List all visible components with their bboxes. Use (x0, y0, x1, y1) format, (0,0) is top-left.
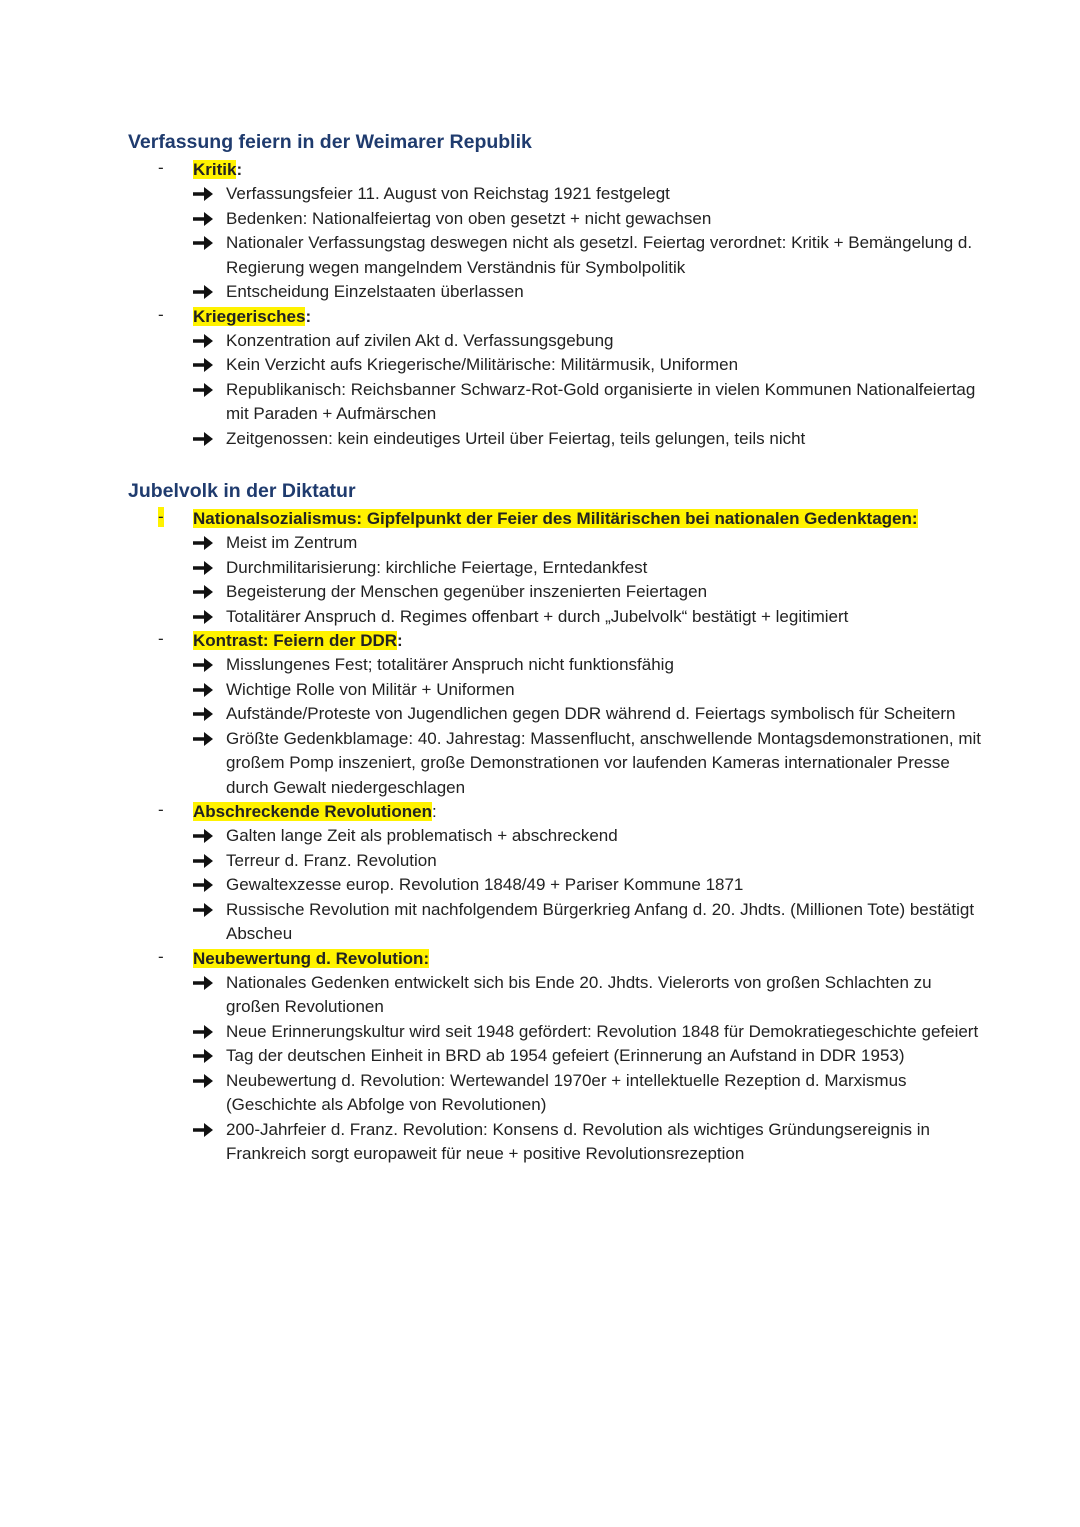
arrow-right-icon (192, 1069, 216, 1093)
item-list (128, 653, 988, 800)
arrow-right-icon (192, 1020, 216, 1044)
dash-bullet: - (158, 629, 164, 648)
group-ddr (128, 629, 988, 800)
dash-bullet: - (158, 800, 164, 819)
arrow-right-icon (192, 556, 216, 580)
list-item: Misslungenes Fest; totalitärer Anspruch nicht funktionsfähig (226, 653, 988, 678)
list-item: Begeisterung der Menschen gegenüber inszenierten Feiertagen (226, 580, 988, 605)
list-item: Aufstände/Proteste von Jugendlichen gegen DDR während d. Feiertags symbolisch für Scheitern (226, 702, 988, 727)
dash-bullet: - (158, 158, 164, 177)
arrow-right-icon (192, 231, 216, 255)
list-item: Totalitärer Anspruch d. Regimes offenbart + durch „Jubelvolk“ bestätigt + legitimiert (226, 605, 988, 630)
group-label: Neubewertung d. Revolution: (193, 948, 430, 968)
section-diktatur (128, 479, 988, 1167)
item-list (128, 329, 988, 452)
section-heading: Verfassung feiern in der Weimarer Republik (128, 131, 532, 153)
list-item: Galten lange Zeit als problematisch + abschreckend (226, 824, 988, 849)
group-label: Nationalsozialismus: Gipfelpunkt der Feier des Militärischen bei nationalen Gedenktagen: (193, 509, 918, 528)
list-item: Nationaler Verfassungstag deswegen nicht als gesetzl. Feiertag verordnet: Kritik + Bemängelung d. Regierung wegen mangelndem Verständnis für Symbolpolitik (226, 231, 988, 280)
arrow-right-icon (192, 653, 216, 677)
list-item: Zeitgenossen: kein eindeutiges Urteil über Feiertag, teils gelungen, teils nicht (226, 427, 988, 452)
list-item: Entscheidung Einzelstaaten überlassen (226, 280, 988, 305)
list-item: Tag der deutschen Einheit in BRD ab 1954 gefeiert (Erinnerung an Aufstand in DDR 1953) (226, 1044, 988, 1069)
arrow-right-icon (192, 1044, 216, 1068)
list-item: Kein Verzicht aufs Kriegerische/Militärische: Militärmusik, Uniformen (226, 353, 988, 378)
arrow-right-icon (192, 898, 216, 922)
list-item: Konzentration auf zivilen Akt d. Verfassungsgebung (226, 329, 988, 354)
arrow-right-icon (192, 580, 216, 604)
group-abschreckende-revolutionen (128, 800, 988, 947)
list-item: Verfassungsfeier 11. August von Reichstag 1921 festgelegt (226, 182, 988, 207)
list-item: Republikanisch: Reichsbanner Schwarz-Rot-Gold organisierte in vielen Kommunen Nationalfeiertag mit Paraden + Aufmärschen (226, 378, 988, 427)
arrow-right-icon (192, 849, 216, 873)
list-item: Neue Erinnerungskultur wird seit 1948 gefördert: Revolution 1848 für Demokratiegeschichte gefeiert (226, 1020, 988, 1045)
arrow-right-icon (192, 329, 216, 353)
list-item: Meist im Zentrum (226, 531, 988, 556)
list-item: Nationales Gedenken entwickelt sich bis Ende 20. Jhdts. Vielerorts von großen Schlachten zu großen Revolutionen (226, 971, 988, 1020)
list-item: Durchmilitarisierung: kirchliche Feiertage, Erntedankfest (226, 556, 988, 581)
item-list (128, 531, 988, 629)
list-item: Terreur d. Franz. Revolution (226, 849, 988, 874)
group-neubewertung (128, 947, 988, 1167)
arrow-right-icon (192, 182, 216, 206)
section-weimar (128, 130, 988, 451)
group-label: Kriegerisches: (193, 306, 312, 326)
arrow-right-icon (192, 353, 216, 377)
dash-bullet: - (158, 946, 164, 966)
item-list (128, 971, 988, 1167)
item-list (128, 824, 988, 947)
item-list (128, 182, 988, 305)
arrow-right-icon (192, 678, 216, 702)
arrow-right-icon (192, 1118, 216, 1142)
group-nationalsozialismus (128, 507, 988, 629)
dash-bullet: - (158, 304, 164, 324)
list-item: Größte Gedenkblamage: 40. Jahrestag: Massenflucht, anschwellende Montagsdemonstrationen, mit großem Pomp inszeniert, große Demonstrationen vor laufenden Kameras internationaler Presse durch Gewalt niedergeschlagen (226, 727, 988, 801)
arrow-right-icon (192, 605, 216, 629)
arrow-right-icon (192, 971, 216, 995)
arrow-right-icon (192, 280, 216, 304)
list-item: Russische Revolution mit nachfolgendem Bürgerkrieg Anfang d. 20. Jhdts. (Millionen Tote) bestätigt Abscheu (226, 898, 988, 947)
list-item: Gewaltexzesse europ. Revolution 1848/49 + Pariser Kommune 1871 (226, 873, 988, 898)
arrow-right-icon (192, 702, 216, 726)
group-kriegerisches (128, 305, 988, 452)
arrow-right-icon (192, 824, 216, 848)
list-item: Neubewertung d. Revolution: Wertewandel 1970er + intellektuelle Rezeption d. Marxismus (Geschichte als Abfolge von Revolutionen) (226, 1069, 988, 1118)
arrow-right-icon (192, 207, 216, 231)
dash-bullet: - (158, 507, 164, 526)
group-label: Kontrast: Feiern der DDR: (193, 631, 403, 650)
arrow-right-icon (192, 531, 216, 555)
list-item: Bedenken: Nationalfeiertag von oben gesetzt + nicht gewachsen (226, 207, 988, 232)
arrow-right-icon (192, 873, 216, 897)
arrow-right-icon (192, 727, 216, 751)
list-item: Wichtige Rolle von Militär + Uniformen (226, 678, 988, 703)
group-label: Kritik: (193, 160, 243, 179)
group-kritik (128, 158, 988, 305)
arrow-right-icon (192, 378, 216, 402)
section-heading: Jubelvolk in der Diktatur (128, 480, 356, 502)
group-label: Abschreckende Revolutionen: (193, 802, 437, 821)
arrow-right-icon (192, 427, 216, 451)
list-item: 200-Jahrfeier d. Franz. Revolution: Konsens d. Revolution als wichtiges Gründungsereignis in Frankreich sorgt europaweit für neue + positive Revolutionsrezeption (226, 1118, 988, 1167)
